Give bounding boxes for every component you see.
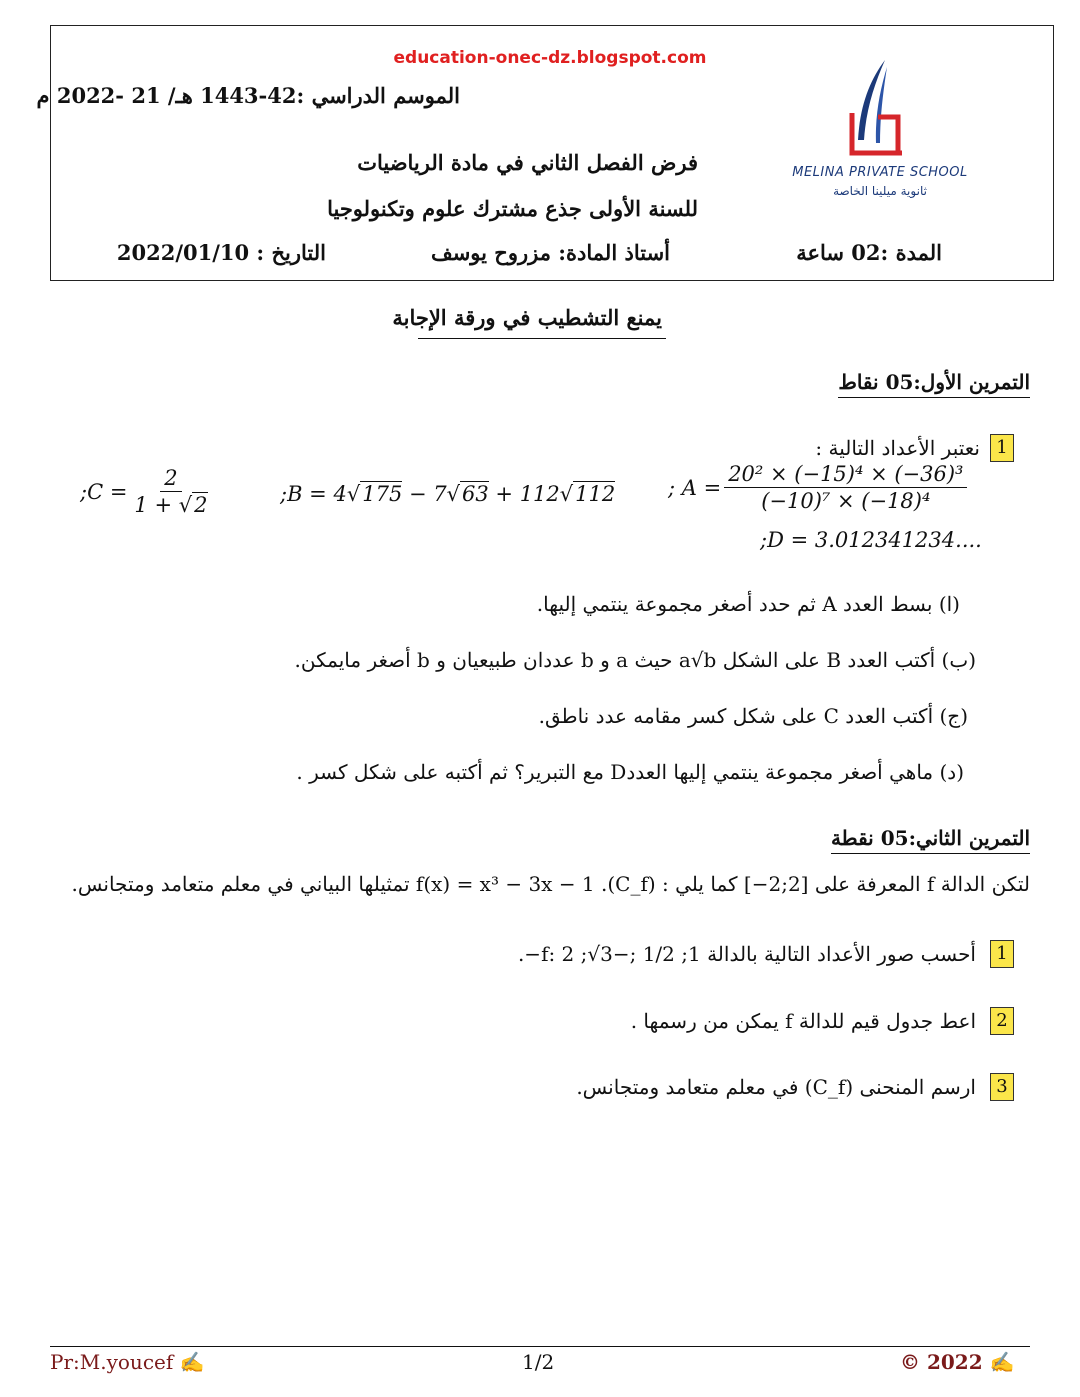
pen-icon: ✍ bbox=[989, 1350, 1015, 1374]
exercise2-item2-box bbox=[990, 1007, 1014, 1035]
expr-a-fraction bbox=[724, 462, 967, 513]
expr-b-radicand-1: 175 bbox=[362, 482, 403, 506]
rule-underline bbox=[418, 338, 666, 339]
rule-text: يمنع التشطيب في ورقة الإجابة bbox=[392, 305, 662, 330]
sqrt-icon: √ bbox=[178, 493, 193, 517]
exercise2-item3: ارسم المنحنى (C_f) في معلم متعامد ومتجانس. bbox=[576, 1075, 976, 1099]
expression-b bbox=[280, 482, 615, 506]
expr-c-numerator: 2 bbox=[160, 466, 181, 492]
expr-b-radicand-2: 63 bbox=[462, 482, 489, 506]
expression-d: ;D = 3.012341234.... bbox=[760, 528, 982, 552]
footer-copyright-text: © 2022 bbox=[900, 1350, 983, 1374]
sqrt-icon: √ bbox=[346, 482, 361, 506]
logo-arabic-name: ثانوية ميلينا الخاصة bbox=[833, 184, 927, 198]
footer-line bbox=[50, 1346, 1030, 1347]
exercise2-item3-box bbox=[990, 1073, 1014, 1101]
footer-author bbox=[50, 1350, 205, 1374]
exercise2-item3-num: 3 bbox=[990, 1073, 1014, 1101]
date-text: التاريخ : 2022/01/10 bbox=[116, 240, 326, 265]
sqrt-icon: √ bbox=[446, 482, 461, 506]
season-text: الموسم الدراسي :42-1443 هـ/ 21 -2022 م bbox=[36, 83, 460, 108]
exercise2-item2: اعط جدول قيم للدالة f يمكن من رسمها . bbox=[630, 1009, 976, 1033]
question-b: (ب) أكتب العدد B على الشكل a√b حيث a و b عددان طبيعيان و b أصغر مايمكن. bbox=[294, 648, 976, 672]
pen-icon: ✍ bbox=[179, 1350, 205, 1374]
question-a: (ا) بسط العدد A ثم حدد أصغر مجموعة ينتمي إليها. bbox=[536, 592, 960, 616]
exercise1-title: التمرين الأول:05 نقاط bbox=[838, 370, 1030, 398]
exam-title: فرض الفصل الثاني في مادة الرياضيات bbox=[357, 150, 698, 175]
expr-c-radicand: 2 bbox=[194, 493, 208, 517]
exercise2-item1-box bbox=[990, 940, 1014, 968]
expression-a bbox=[668, 462, 970, 513]
expr-a-numerator: 20² × (−15)⁴ × (−36)³ bbox=[724, 462, 967, 488]
exercise2-item1: أحسب صور الأعداد التالية بالدالة f: 2 ;√3−; 1/2 ;1−. bbox=[517, 942, 976, 966]
duration-text: المدة :02 ساعة bbox=[796, 240, 942, 265]
question-c: (ج) أكتب العدد C على شكل كسر مقامه عدد ناطق. bbox=[538, 704, 968, 728]
expr-b-term-3: + 112 bbox=[488, 482, 560, 506]
expr-b-label: ;B = 4 bbox=[280, 482, 347, 506]
teacher-text: أستاذ المادة: مزروح يوسف bbox=[430, 240, 670, 265]
exercise2-item1-num: 1 bbox=[990, 940, 1014, 968]
footer-author-text: Pr:M.youcef bbox=[50, 1350, 174, 1374]
expr-c-label: ;C = bbox=[80, 479, 128, 504]
expr-a-label: ; A = bbox=[668, 475, 722, 500]
exercise2-intro: لتكن الدالة f المعرفة على [2;2−] كما يلي : f(x) = x³ − 3x − 1 .(C_f) تمثيلها البياني في معلم متعامد ومتجانس. bbox=[71, 872, 1030, 896]
expression-c bbox=[80, 466, 215, 517]
exercise2-title: التمرين الثاني:05 نقطة bbox=[831, 826, 1030, 854]
school-logo-icon bbox=[790, 55, 970, 205]
class-name: للسنة الأولى جذع مشترك علوم وتكنولوجيا bbox=[327, 196, 698, 221]
footer-page: 1/2 bbox=[522, 1350, 555, 1374]
watermark-url: education-onec-dz.blogspot.com bbox=[393, 48, 707, 68]
question-d: (د) ماهي أصغر مجموعة ينتمي إليها العددD مع التبرير؟ ثم أكتبه على شكل كسر . bbox=[296, 760, 964, 784]
expr-a-denominator: (−10)⁷ × (−18)⁴ bbox=[761, 489, 931, 513]
sqrt-icon: √ bbox=[559, 482, 574, 506]
exercise2-item2-num: 2 bbox=[990, 1007, 1014, 1035]
logo-english-name: MELINA PRIVATE SCHOOL bbox=[792, 165, 968, 180]
exercise1-intro: نعتبر الأعداد التالية : bbox=[815, 436, 980, 460]
exercise1-num: 1 bbox=[990, 434, 1014, 462]
footer-copyright bbox=[900, 1350, 1015, 1374]
exercise1-num-box bbox=[990, 434, 1014, 462]
expr-c-denominator bbox=[130, 492, 211, 517]
expr-c-fraction bbox=[130, 466, 211, 517]
expr-b-radicand-3: 112 bbox=[575, 482, 616, 506]
expr-b-term-2: − 7 bbox=[402, 482, 447, 506]
expr-c-den-part: 1 + bbox=[134, 493, 179, 517]
